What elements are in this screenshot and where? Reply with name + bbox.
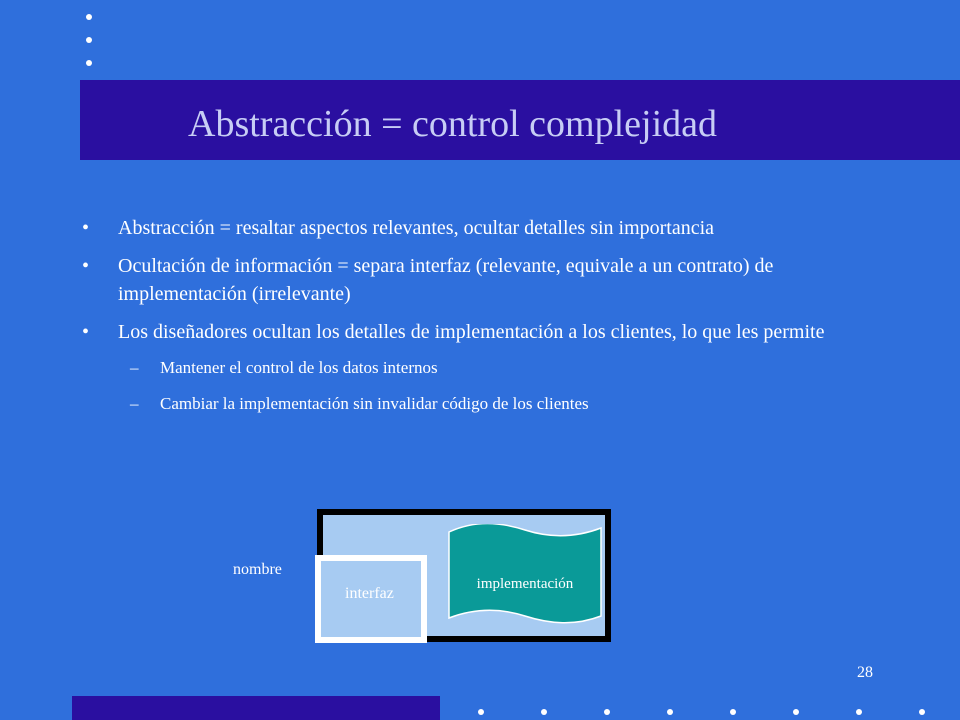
decorative-dot bbox=[919, 709, 925, 715]
sub-bullet-marker: – bbox=[130, 394, 139, 413]
decorative-dot bbox=[667, 709, 673, 715]
name-label: nombre bbox=[233, 561, 282, 578]
decorative-dot bbox=[793, 709, 799, 715]
bullet-text: Ocultación de información = separa interfaz (relevante, equivale a un contrato) de implementación (irrelevante) bbox=[118, 255, 774, 305]
decorative-dot bbox=[86, 14, 92, 20]
interface-box-interior bbox=[321, 561, 421, 637]
decorative-dot bbox=[86, 60, 92, 66]
bullet-marker: • bbox=[82, 255, 90, 277]
bullet-list bbox=[80, 214, 880, 428]
decorative-dot bbox=[604, 709, 610, 715]
footer-bar bbox=[72, 696, 440, 720]
decorative-dot bbox=[86, 37, 92, 43]
sub-bullet-text: Mantener el control de los datos internos bbox=[160, 358, 438, 377]
sub-bullet-text: Cambiar la implementación sin invalidar código de los clientes bbox=[160, 394, 589, 413]
slide-title: Abstracción = control complejidad bbox=[188, 103, 717, 145]
bullet-marker: • bbox=[82, 217, 90, 239]
decorative-dot bbox=[730, 709, 736, 715]
sub-bullet-item bbox=[80, 392, 880, 416]
sub-bullet-item bbox=[80, 356, 880, 380]
bullet-item bbox=[80, 252, 880, 308]
bullet-item bbox=[80, 318, 880, 346]
decorative-dot bbox=[541, 709, 547, 715]
bullet-marker: • bbox=[82, 321, 90, 343]
interface-label: interfaz bbox=[345, 585, 394, 602]
bullet-item bbox=[80, 214, 880, 242]
interface-box bbox=[315, 555, 427, 643]
title-bar bbox=[80, 80, 960, 160]
decorative-dot bbox=[478, 709, 484, 715]
bullet-text: Abstracción = resaltar aspectos relevantes, ocultar detalles sin importancia bbox=[118, 217, 715, 239]
decorative-dot bbox=[856, 709, 862, 715]
implementation-label: implementación bbox=[476, 576, 574, 592]
page-number: 28 bbox=[857, 664, 873, 681]
bullet-text: Los diseñadores ocultan los detalles de implementación a los clientes, lo que les permite bbox=[118, 321, 825, 343]
implementation-shape bbox=[445, 524, 605, 624]
sub-bullet-marker: – bbox=[130, 358, 139, 377]
